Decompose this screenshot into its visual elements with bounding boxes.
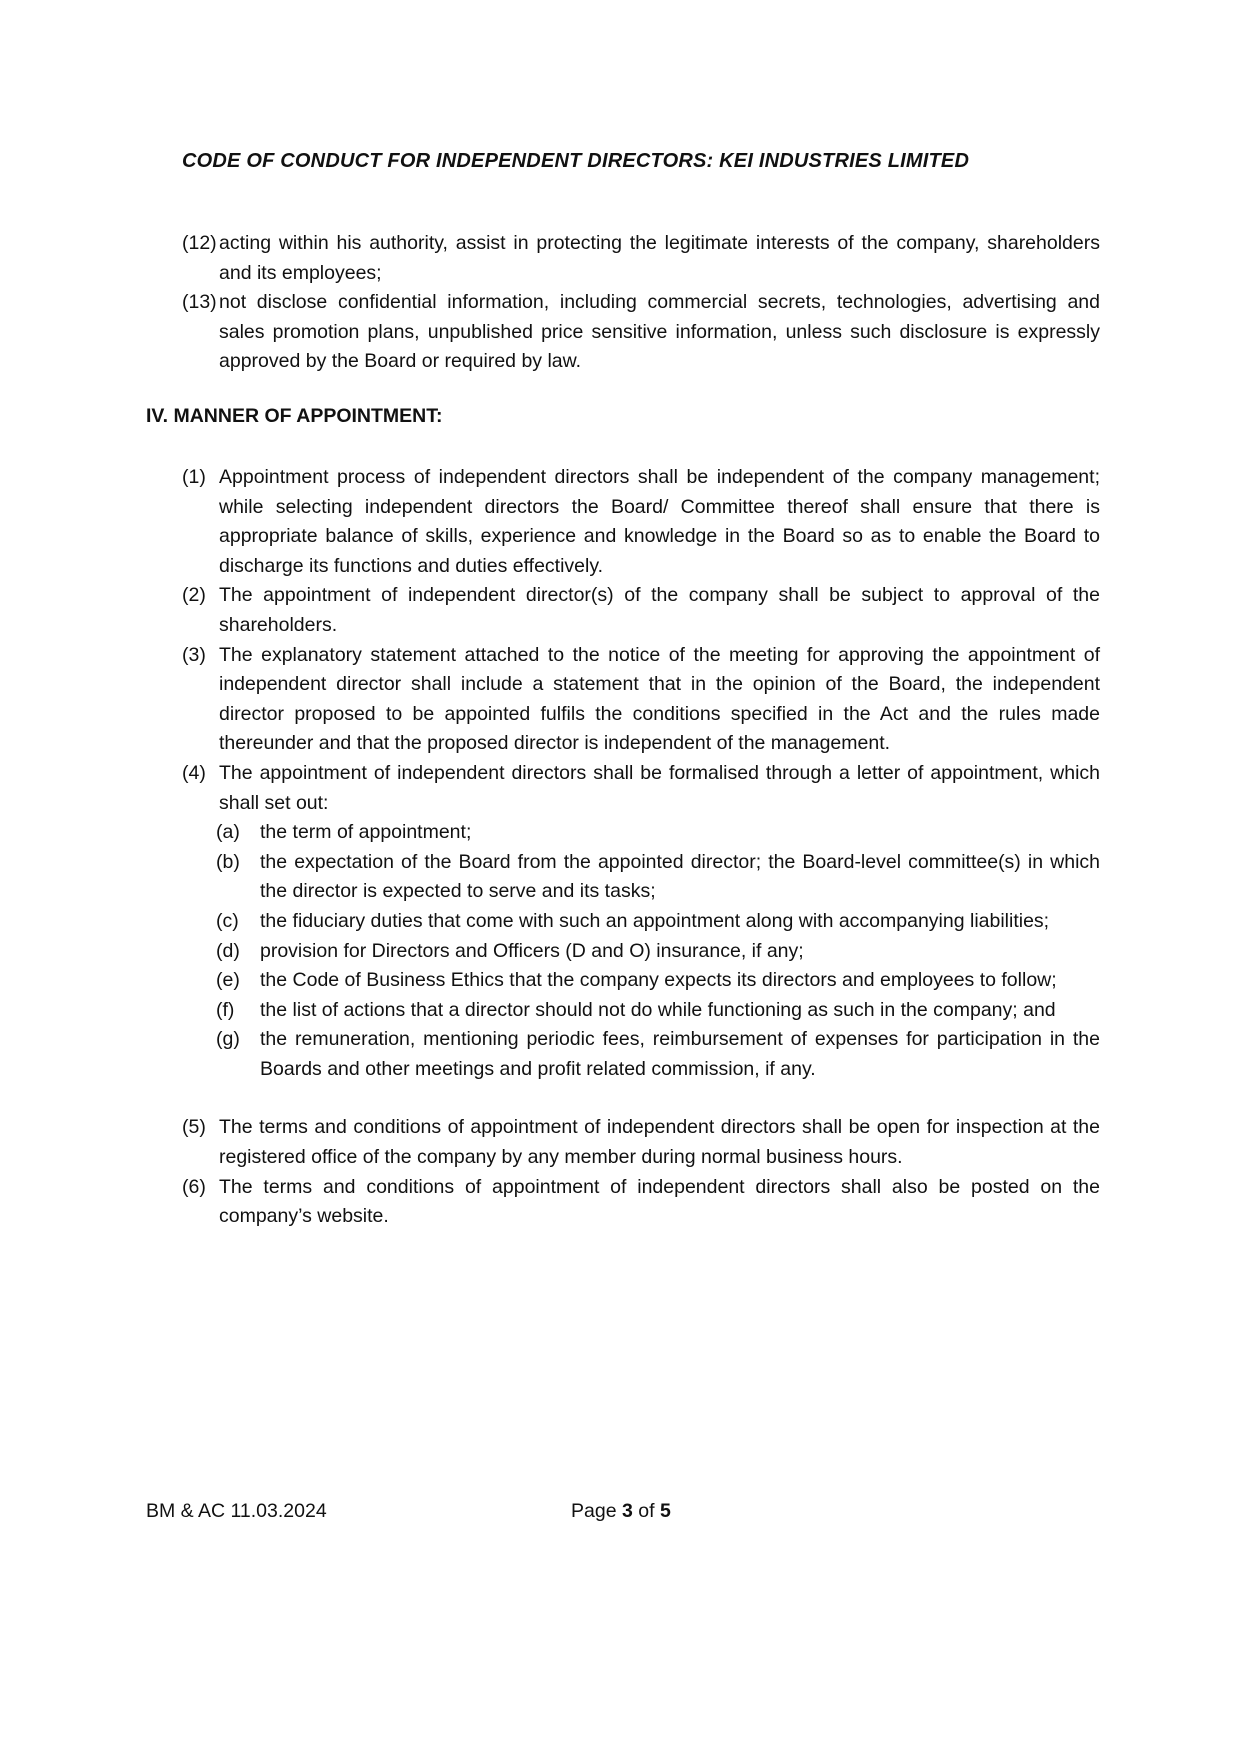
list-item	[182, 1173, 1100, 1232]
sub-item-letter: (e)	[216, 969, 240, 992]
item-number: (5)	[182, 1116, 206, 1139]
page-number	[571, 1500, 671, 1523]
item-number: (3)	[182, 643, 206, 666]
page-prefix: Page	[571, 1500, 617, 1522]
sub-list-item	[182, 848, 1100, 907]
item-text: The terms and conditions of appointment of independent directors shall also be posted on the company’s website.	[219, 1175, 1100, 1228]
sub-list-item	[182, 996, 1100, 1026]
page-of: of	[638, 1500, 655, 1522]
item-text: The appointment of independent director(s) of the company shall be subject to approval of the shareholders.	[219, 584, 1100, 636]
sub-list-item	[182, 966, 1100, 996]
list-item	[182, 641, 1100, 759]
list-item	[182, 1113, 1100, 1172]
list-item	[182, 581, 1100, 640]
sub-item-letter: (g)	[216, 1028, 240, 1051]
list-item	[182, 463, 1100, 581]
sub-item-letter: (c)	[216, 909, 239, 932]
item-text: acting within his authority, assist in protecting the legitimate interests of the company, shareholders and its employees;	[219, 232, 1100, 284]
sub-list-item	[182, 937, 1100, 967]
section-heading: IV. MANNER OF APPOINTMENT:	[146, 405, 443, 427]
sub-item-letter: (f)	[216, 998, 235, 1021]
sub-item-letter: (d)	[216, 939, 240, 962]
sub-item-text: the remuneration, mentioning periodic fees, reimbursement of expenses for participation in the Boards and other meetings and profit related commission, if any.	[260, 1028, 1100, 1080]
footer-reference: BM & AC 11.03.2024	[146, 1500, 327, 1522]
item-text: The explanatory statement attached to the notice of the meeting for approving the appointment of independent director shall include a statement that in the opinion of the Board, the independent director proposed to be appointed fulfils the conditions specified in the Act and the rules made thereunder and that the proposed director is independent of the management.	[219, 643, 1100, 755]
sub-item-text: the expectation of the Board from the appointed director; the Board-level committee(s) in which the director is expected to serve and its tasks;	[260, 850, 1100, 903]
item-number: (4)	[182, 761, 206, 784]
item-text: Appointment process of independent directors shall be independent of the company management; while selecting independent directors the Board/ Committee thereof shall ensure that there is appropriate balance of skills, experience and knowledge in the Board so as to enable the Board to discharge its functions and duties effectively.	[219, 466, 1100, 577]
list-item	[182, 288, 1100, 377]
sub-list-item	[182, 1025, 1100, 1084]
spacer	[182, 1084, 1100, 1113]
sub-item-text: the term of appointment;	[260, 821, 472, 844]
sub-item-text: the list of actions that a director should not do while functioning as such in the company; and	[260, 998, 1056, 1021]
item-number: (1)	[182, 466, 206, 488]
sub-list-item	[182, 818, 1100, 848]
item-number: (2)	[182, 584, 206, 607]
item-number: (13)	[182, 291, 217, 314]
appointment-list	[182, 463, 1100, 1232]
page-total: 5	[659, 1500, 671, 1522]
sub-item-letter: (b)	[216, 850, 240, 873]
item-text: The appointment of independent directors shall be formalised through a letter of appointment, which shall set out:	[219, 761, 1100, 814]
item-number: (12)	[182, 232, 217, 254]
page-current: 3	[621, 1500, 633, 1522]
item-number: (6)	[182, 1175, 206, 1198]
item-text: The terms and conditions of appointment of independent directors shall be open for inspection at the registered office of the company by any member during normal business hours.	[219, 1116, 1100, 1169]
sub-list-item	[182, 907, 1100, 937]
list-item	[182, 229, 1100, 288]
sub-item-text: the Code of Business Ethics that the company expects its directors and employees to follow;	[260, 969, 1057, 992]
item-text: not disclose confidential information, including commercial secrets, technologies, advertising and sales promotion plans, unpublished price sensitive information, unless such disclosure is expressly approved by the Board or required by law.	[219, 291, 1100, 373]
sub-item-letter: (a)	[216, 821, 240, 844]
sub-item-text: the fiduciary duties that come with such an appointment along with accompanying liabilities;	[260, 909, 1050, 932]
list-item	[182, 759, 1100, 818]
sub-item-text: provision for Directors and Officers (D and O) insurance, if any;	[260, 939, 804, 962]
document-header: CODE OF CONDUCT FOR INDEPENDENT DIRECTORS: KEI INDUSTRIES LIMITED	[182, 150, 970, 172]
continued-list	[182, 229, 1100, 377]
